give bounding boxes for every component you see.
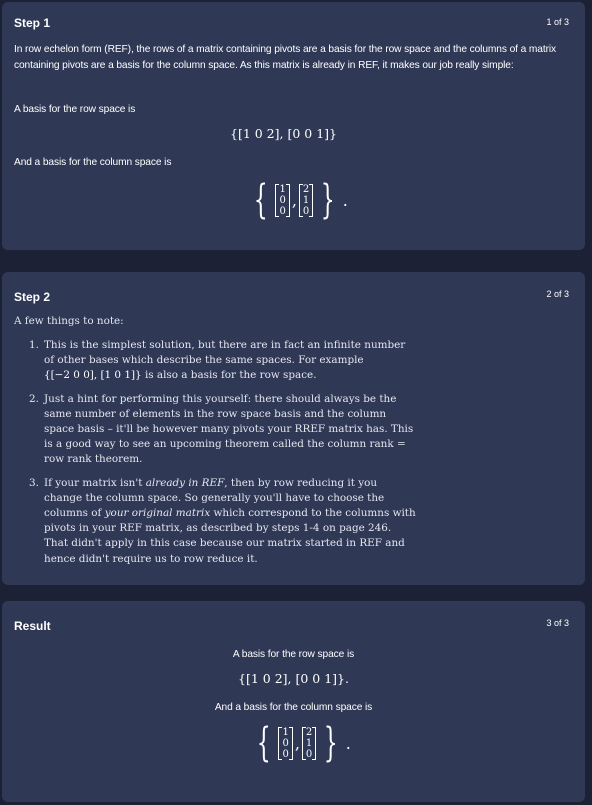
result-column-label: And a basis for the column space is — [214, 702, 373, 713]
step-1-counter: 1 of 3 — [546, 17, 569, 27]
result-counter: 3 of 3 — [546, 618, 569, 628]
result-column-basis: { 1 0 0 , 2 1 0 } . — [256, 720, 351, 766]
step-1-title: Step 1 — [14, 16, 51, 30]
step-2-intro: A few things to note: — [14, 315, 124, 327]
note-item-3: 3. If your matrix isn't already in REF, then by row reducing it you change the column space. So generally you'll have to choose the columns of your original matrix which correspond to the columns with pivots in your REF matrix, as described by steps 1-4 on page 246. That didn't apply in this case because our matrix started in REF and hence didn't require us to row reduce it. — [29, 476, 416, 565]
step-1-paragraph: In row echelon form (REF), the rows of a matrix containing pivots are a basis for the row space and the columns of a matrix containing pivots are a basis for the column space. As this matrix is already in REF, it makes our job really simple: — [14, 44, 557, 71]
alternate-basis-math: {[−2 0 0], [1 0 1]} — [44, 369, 142, 382]
column-vector-1: 1 0 0 — [275, 184, 289, 217]
step-1-card — [2, 2, 585, 250]
step-2-counter: 2 of 3 — [546, 289, 569, 299]
result-card — [2, 601, 585, 802]
result-row-basis: {[1 0 2], [0 0 1]}. — [238, 671, 349, 686]
step-1-row-basis: {[1 0 2], [0 0 1]} — [230, 126, 337, 141]
step-2-card — [2, 272, 585, 585]
result-row-label: A basis for the row space is — [232, 649, 355, 660]
result-title: Result — [14, 619, 51, 633]
notes-list — [29, 338, 416, 567]
step-2-title: Step 2 — [14, 290, 51, 304]
step-1-column-label: And a basis for the column space is — [14, 157, 172, 168]
step-1-column-basis: { 1 0 0 , 2 1 0 } . — [253, 177, 348, 223]
note-item-1: 1. This is the simplest solution, but there are in fact an infinite number of other bases which describe the same spaces. For example {[−2 0 0], [1 0 1]} is also a basis for the row space. — [29, 339, 406, 382]
note-item-2: 2. Just a hint for performing this yourself: there should always be the same number of elements in the row space basis and the column space basis – it'll be however many pivots your RREF matrix has. This is a good way to see an upcoming theorem called the column rank = row rank theorem. — [29, 392, 414, 466]
result-column-vector-1: 1 0 0 — [278, 727, 292, 760]
column-vector-2: 2 1 0 — [299, 184, 313, 217]
result-column-vector-2: 2 1 0 — [302, 727, 316, 760]
step-1-row-label: A basis for the row space is — [14, 104, 136, 115]
